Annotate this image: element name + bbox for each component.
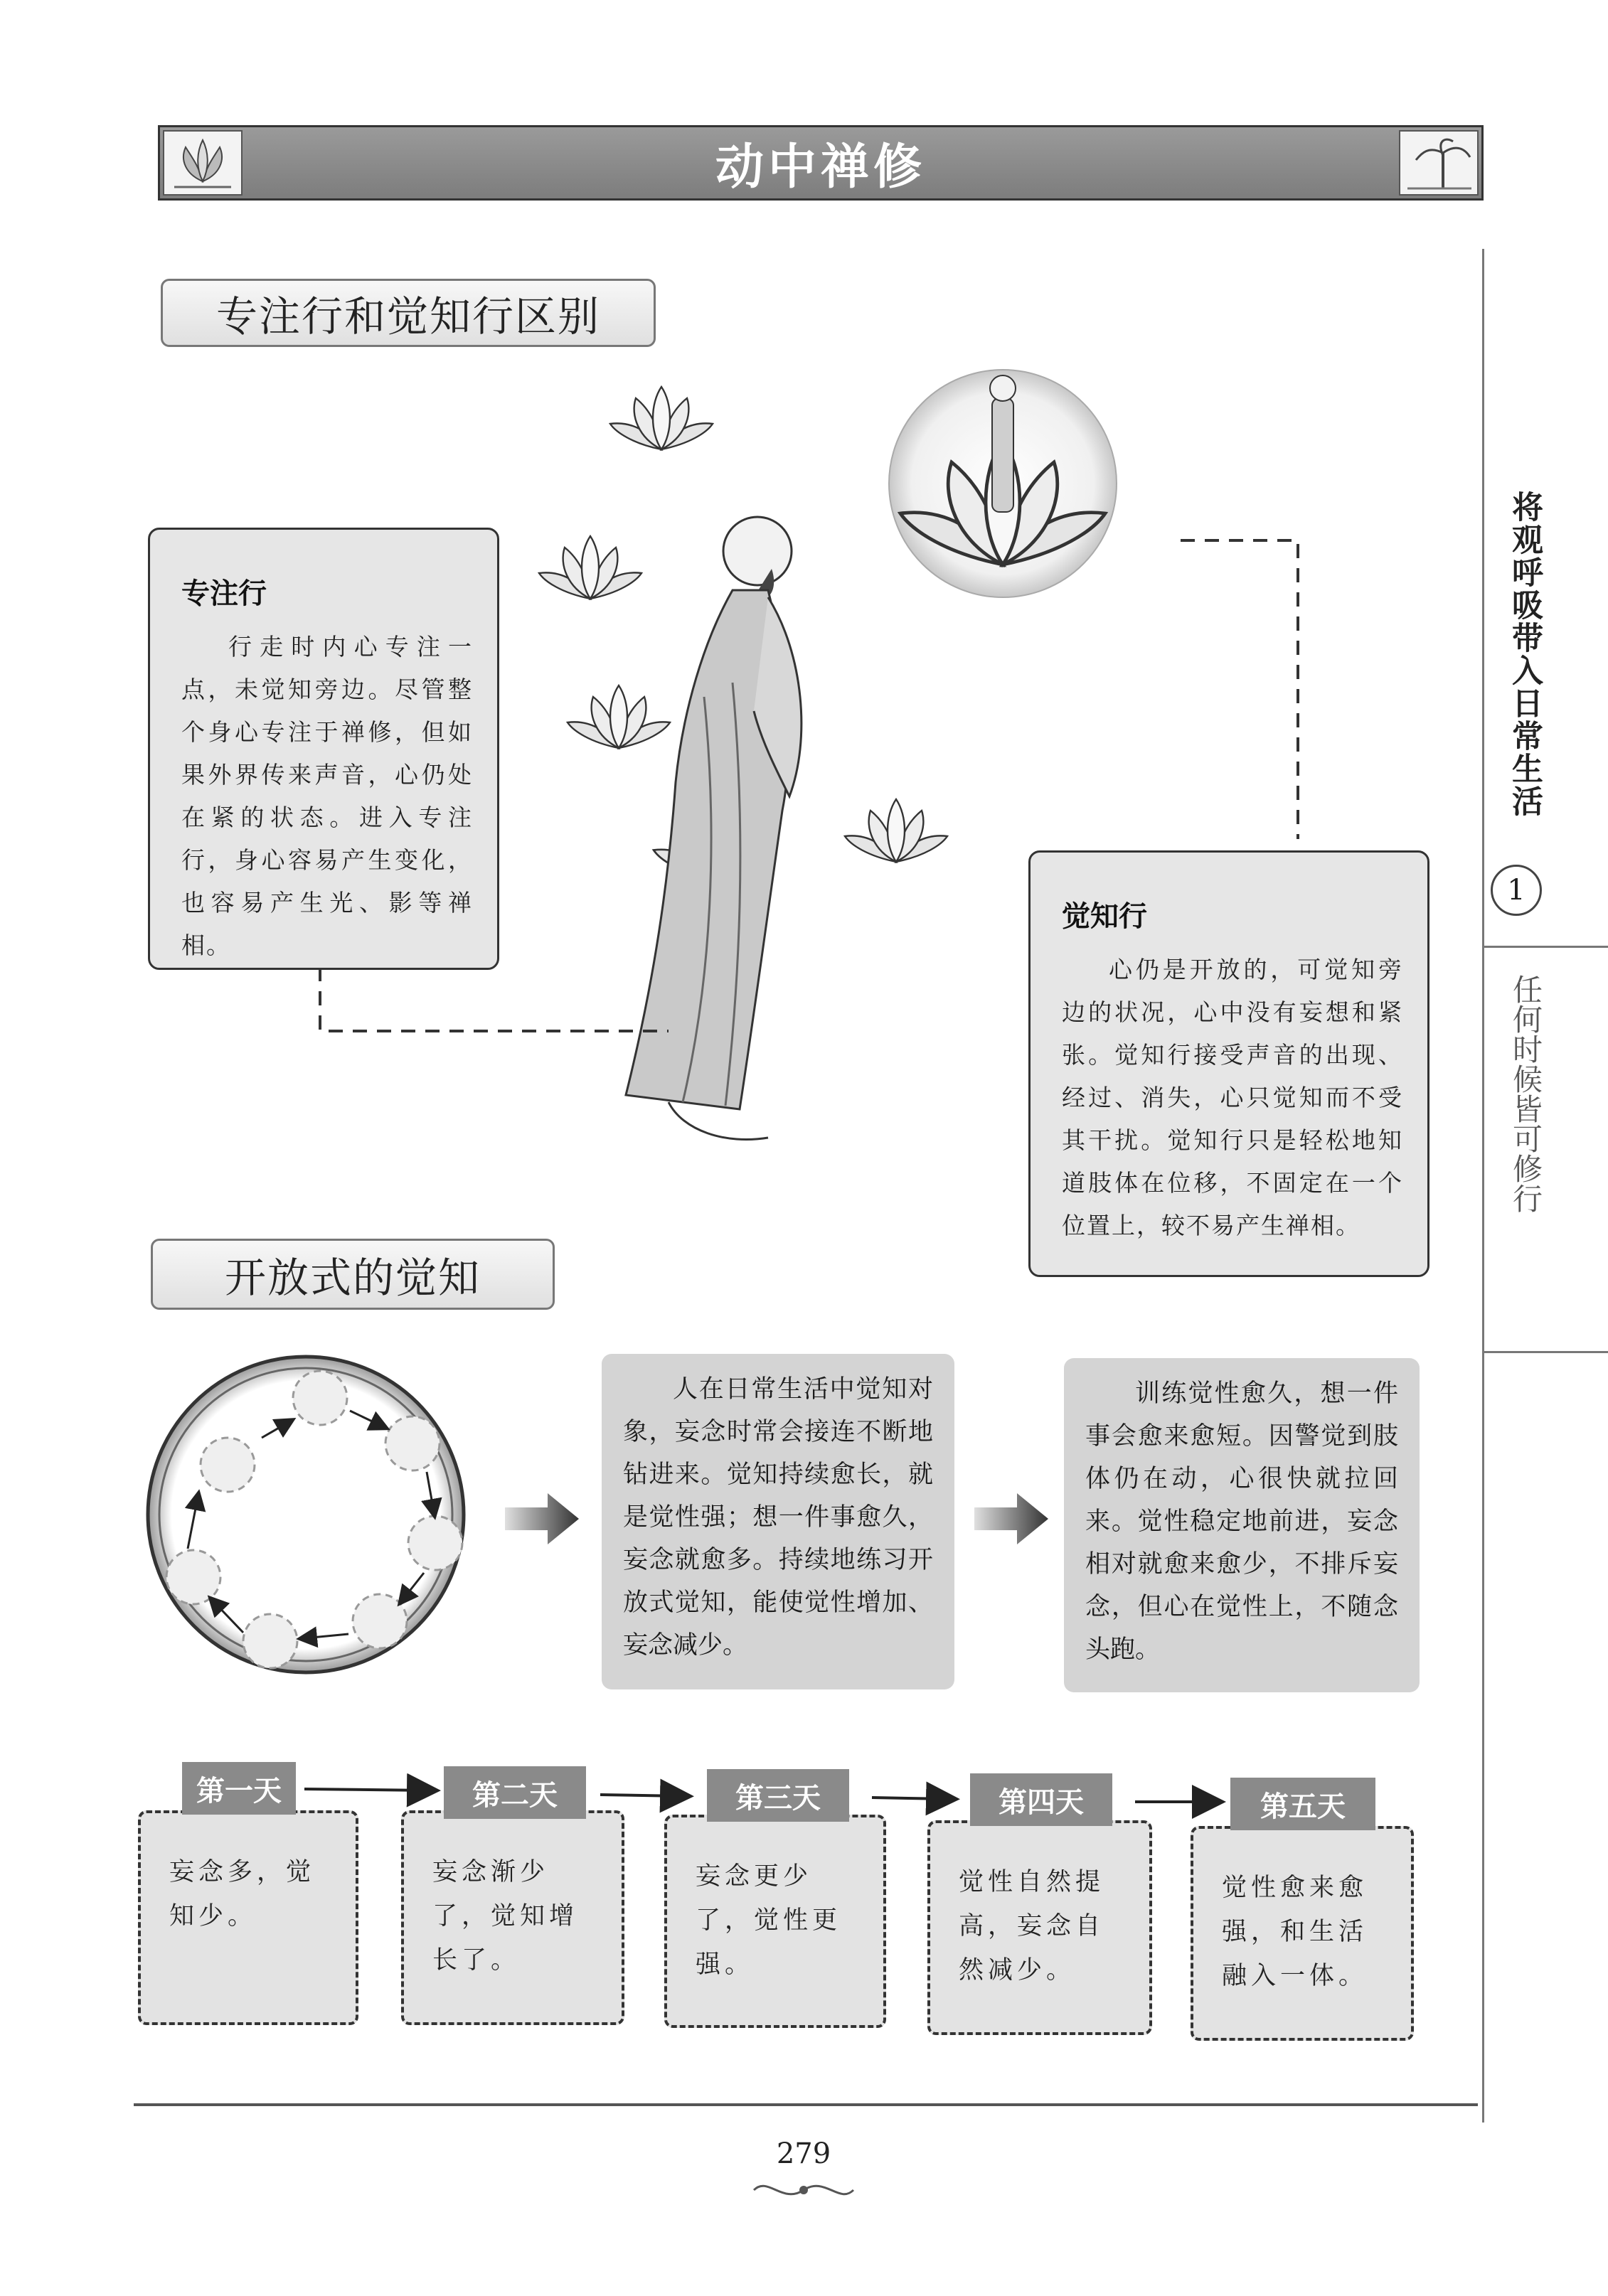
- chapter-subtitle: 任何时候皆可修行: [1508, 974, 1543, 1213]
- callout-focused-walk-text: 行走时内心专注一点，未觉知旁边。尽管整个身心专注于禅修，但如果外界传来声音，心仍处在紧的状态。进入专注行，身心容易产生变化，也容易产生光、影等禅相。: [181, 633, 473, 959]
- right-arrow-icon: [505, 1490, 583, 1547]
- day-box-4: [927, 1820, 1152, 2035]
- right-arrow-icon: [974, 1490, 1053, 1547]
- info-box-open-awareness: 人在日常生活中觉知对象，妄念时常会接连不断地钻进来。觉知持续愈长，就是觉性强；想一件事愈久，妄念就愈多。持续地练习开放式觉知，能使觉性增加、妄念减少。: [602, 1354, 954, 1689]
- chapter-number: 1: [1507, 874, 1526, 907]
- side-separator: [1484, 1351, 1608, 1353]
- footer-rule: [134, 2103, 1478, 2106]
- day-box-2: [401, 1810, 624, 2025]
- day-text-1: 妄念多，觉知少。: [169, 1858, 316, 1931]
- side-separator: [1484, 946, 1608, 948]
- day-text-4: 觉性自然提高，妄念自然减少。: [959, 1868, 1105, 1985]
- day-text-2: 妄念渐少了，觉知增长了。: [432, 1858, 579, 1975]
- chapter-title: 将观呼吸带入日常生活: [1506, 491, 1543, 818]
- day-progression-arrows: [299, 1771, 1237, 1820]
- callout-focused-walk: [148, 528, 499, 970]
- callout-aware-walk: [1028, 850, 1429, 1277]
- page-title: 动中禅修: [715, 139, 926, 196]
- chapter-number-badge: [1491, 865, 1542, 916]
- day-label-4: 第四天: [970, 1773, 1112, 1826]
- day-label-5: 第五天: [1230, 1778, 1375, 1830]
- day-text-5: 觉性愈来愈强，和生活融入一体。: [1222, 1874, 1368, 1990]
- callout-aware-walk-text: 心仍是开放的，可觉知旁边的状况，心中没有妄想和紧张。觉知行接受声音的出现、经过、消失，心只觉知而不受其干扰。觉知行只是轻松地知道肢体在位移，不固定在一个位置上，较不易产生禅相。: [1062, 956, 1403, 1239]
- day-box-5: [1191, 1826, 1414, 2041]
- day-label-2: 第二天: [444, 1766, 586, 1819]
- day-box-1: [138, 1810, 358, 2025]
- info-box-training: 训练觉性愈久，想一件事会愈来愈短。因警觉到肢体仍在动，心很快就拉回来。觉性稳定地前进，妄念相对就愈来愈少，不排斥妄念，但心在觉性上，不随念头跑。: [1064, 1358, 1420, 1692]
- section-title-open-awareness: 开放式的觉知: [151, 1239, 555, 1310]
- page-number: 279: [776, 2137, 831, 2170]
- day-box-3: [664, 1815, 886, 2028]
- section-title-difference: 专注行和觉知行区别: [161, 279, 656, 347]
- landscape-corner-icon: [1399, 130, 1479, 196]
- day-label-1: 第一天: [182, 1762, 296, 1815]
- ornament-icon: [747, 2176, 861, 2204]
- awareness-cycle-diagram: [142, 1351, 469, 1678]
- callout-focused-walk-heading: 专注行: [181, 577, 267, 610]
- header-banner: [158, 125, 1484, 201]
- day-label-3: 第三天: [707, 1769, 849, 1822]
- callout-aware-walk-heading: 觉知行: [1062, 900, 1147, 933]
- day-text-3: 妄念更少了，觉性更强。: [696, 1862, 842, 1979]
